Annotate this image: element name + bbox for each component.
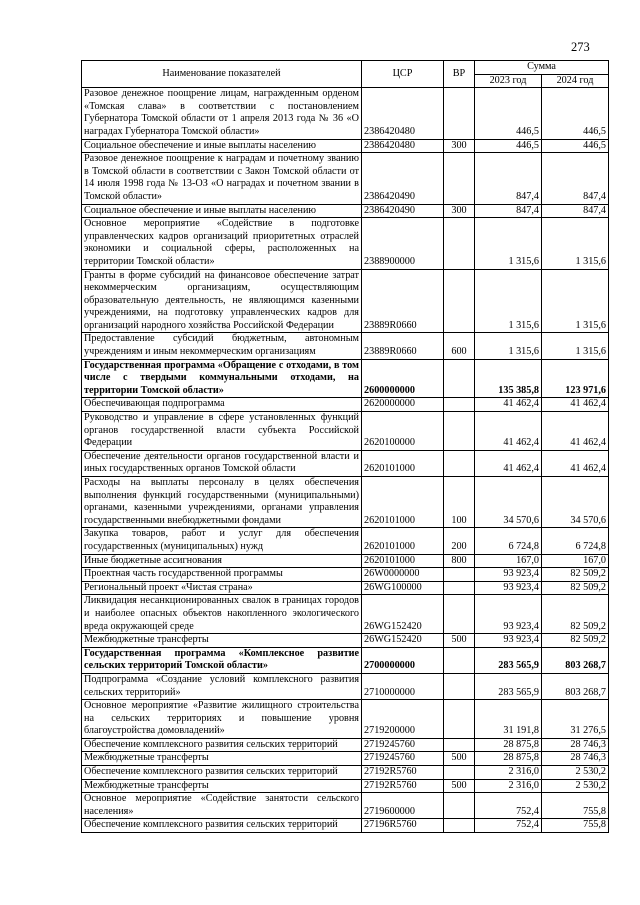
row-vr-code: 200 bbox=[444, 528, 475, 554]
header-csr: ЦСР bbox=[362, 61, 444, 88]
row-name: Проектная часть государственной программы bbox=[82, 568, 362, 582]
table-row bbox=[82, 647, 609, 673]
row-name: Расходы на выплаты персоналу в целях обеспечения выполнения функций государственными (муниципальными) органами, казенными учреждениями, органами управления государственными внебюджетными фондами bbox=[82, 477, 362, 528]
table-row bbox=[82, 634, 609, 648]
row-sum-2023: 446,5 bbox=[475, 88, 542, 139]
row-vr-code bbox=[444, 766, 475, 780]
row-sum-2024: 41 462,4 bbox=[542, 450, 609, 476]
row-name: Обеспечивающая подпрограмма bbox=[82, 398, 362, 412]
row-csr-code: 2719245760 bbox=[362, 738, 444, 752]
row-vr-code bbox=[444, 700, 475, 739]
header-name: Наименование показателей bbox=[82, 61, 362, 88]
row-sum-2023: 2 316,0 bbox=[475, 766, 542, 780]
row-sum-2023: 93 923,4 bbox=[475, 595, 542, 634]
header-vr: ВР bbox=[444, 61, 475, 88]
row-name: Предоставление субсидий бюджетным, автономным учреждениям и иным некоммерческим организациям bbox=[82, 333, 362, 359]
row-name: Социальное обеспечение и иные выплаты населению bbox=[82, 139, 362, 153]
row-vr-code bbox=[444, 153, 475, 204]
row-sum-2023: 34 570,6 bbox=[475, 477, 542, 528]
row-sum-2024: 41 462,4 bbox=[542, 398, 609, 412]
row-name: Основное мероприятие «Содействие в подготовке управленческих кадров организаций приоритетных отраслей экономики и социальной сферы, расположенных на территории Томской области» bbox=[82, 218, 362, 269]
row-name: Обеспечение комплексного развития сельских территорий bbox=[82, 819, 362, 833]
row-csr-code: 2719245760 bbox=[362, 752, 444, 766]
table-row bbox=[82, 779, 609, 793]
page-number: 273 bbox=[571, 40, 590, 54]
row-sum-2024: 803 268,7 bbox=[542, 647, 609, 673]
row-name: Государственная программа «Обращение с отходами, в том числе с твердыми коммунальными отходами, на территории Томской области» bbox=[82, 359, 362, 398]
row-vr-code bbox=[444, 398, 475, 412]
row-sum-2023: 752,4 bbox=[475, 793, 542, 819]
row-vr-code bbox=[444, 359, 475, 398]
row-sum-2024: 446,5 bbox=[542, 88, 609, 139]
header-year-2023: 2023 год bbox=[475, 74, 542, 88]
row-vr-code: 300 bbox=[444, 139, 475, 153]
row-vr-code: 800 bbox=[444, 554, 475, 568]
row-sum-2024: 41 462,4 bbox=[542, 412, 609, 451]
row-name: Основное мероприятие «Содействие занятости сельского населения» bbox=[82, 793, 362, 819]
row-sum-2024: 755,8 bbox=[542, 819, 609, 833]
table-row bbox=[82, 139, 609, 153]
table-row bbox=[82, 88, 609, 139]
row-sum-2023: 41 462,4 bbox=[475, 398, 542, 412]
row-sum-2024: 123 971,6 bbox=[542, 359, 609, 398]
row-sum-2023: 167,0 bbox=[475, 554, 542, 568]
row-name: Основное мероприятие «Развитие жилищного строительства на сельских территориях и повышение уровня благоустройства домовладений» bbox=[82, 700, 362, 739]
table-row bbox=[82, 673, 609, 699]
table-row bbox=[82, 700, 609, 739]
row-csr-code: 2388900000 bbox=[362, 218, 444, 269]
table-row bbox=[82, 554, 609, 568]
row-vr-code bbox=[444, 738, 475, 752]
row-sum-2024: 2 530,2 bbox=[542, 779, 609, 793]
row-vr-code bbox=[444, 269, 475, 333]
row-sum-2024: 82 509,2 bbox=[542, 568, 609, 582]
row-csr-code: 27192R5760 bbox=[362, 766, 444, 780]
row-sum-2023: 28 875,8 bbox=[475, 752, 542, 766]
row-csr-code: 27192R5760 bbox=[362, 779, 444, 793]
row-sum-2024: 1 315,6 bbox=[542, 218, 609, 269]
row-sum-2024: 755,8 bbox=[542, 793, 609, 819]
row-sum-2024: 847,4 bbox=[542, 204, 609, 218]
row-sum-2024: 803 268,7 bbox=[542, 673, 609, 699]
row-vr-code bbox=[444, 412, 475, 451]
row-vr-code bbox=[444, 218, 475, 269]
table-body bbox=[82, 88, 609, 833]
row-name: Обеспечение деятельности органов государственной власти и иных государственных органов Томской области bbox=[82, 450, 362, 476]
row-csr-code: 2620100000 bbox=[362, 412, 444, 451]
row-sum-2023: 135 385,8 bbox=[475, 359, 542, 398]
row-sum-2024: 31 276,5 bbox=[542, 700, 609, 739]
row-sum-2024: 1 315,6 bbox=[542, 333, 609, 359]
row-csr-code: 2620000000 bbox=[362, 398, 444, 412]
row-sum-2023: 752,4 bbox=[475, 819, 542, 833]
row-name: Разовое денежное поощрение к наградам и почетному званию в Томской области в соответствии с Закон Томской области от 14 июля 1998 года № 13-ОЗ «О наградах и почетном звании в Томской области» bbox=[82, 153, 362, 204]
row-vr-code bbox=[444, 581, 475, 595]
row-sum-2024: 847,4 bbox=[542, 153, 609, 204]
row-csr-code: 2620101000 bbox=[362, 477, 444, 528]
row-sum-2023: 1 315,6 bbox=[475, 333, 542, 359]
row-sum-2024: 82 509,2 bbox=[542, 634, 609, 648]
row-csr-code: 26WG100000 bbox=[362, 581, 444, 595]
row-name: Социальное обеспечение и иные выплаты населению bbox=[82, 204, 362, 218]
row-vr-code: 500 bbox=[444, 752, 475, 766]
table-row bbox=[82, 333, 609, 359]
table-row bbox=[82, 793, 609, 819]
table-row bbox=[82, 766, 609, 780]
table-row bbox=[82, 359, 609, 398]
row-vr-code bbox=[444, 568, 475, 582]
header-year-2024: 2024 год bbox=[542, 74, 609, 88]
row-name: Межбюджетные трансферты bbox=[82, 779, 362, 793]
table-row bbox=[82, 218, 609, 269]
table-row bbox=[82, 568, 609, 582]
row-sum-2023: 28 875,8 bbox=[475, 738, 542, 752]
row-sum-2024: 82 509,2 bbox=[542, 581, 609, 595]
table-row bbox=[82, 269, 609, 333]
row-vr-code bbox=[444, 88, 475, 139]
row-csr-code: 23889R0660 bbox=[362, 333, 444, 359]
row-vr-code: 500 bbox=[444, 634, 475, 648]
row-sum-2023: 6 724,8 bbox=[475, 528, 542, 554]
row-csr-code: 2386420480 bbox=[362, 88, 444, 139]
row-sum-2023: 31 191,8 bbox=[475, 700, 542, 739]
row-sum-2023: 1 315,6 bbox=[475, 218, 542, 269]
row-sum-2023: 283 565,9 bbox=[475, 647, 542, 673]
row-name: Государственная программа «Комплексное развитие сельских территорий Томской области» bbox=[82, 647, 362, 673]
row-vr-code bbox=[444, 819, 475, 833]
row-csr-code: 2386420490 bbox=[362, 153, 444, 204]
row-csr-code: 26W0000000 bbox=[362, 568, 444, 582]
table-row bbox=[82, 477, 609, 528]
row-sum-2023: 93 923,4 bbox=[475, 581, 542, 595]
table-row bbox=[82, 412, 609, 451]
table-row bbox=[82, 581, 609, 595]
row-vr-code bbox=[444, 450, 475, 476]
row-sum-2023: 1 315,6 bbox=[475, 269, 542, 333]
row-csr-code: 2719600000 bbox=[362, 793, 444, 819]
row-name: Межбюджетные трансферты bbox=[82, 634, 362, 648]
row-csr-code: 2710000000 bbox=[362, 673, 444, 699]
row-name: Обеспечение комплексного развития сельских территорий bbox=[82, 738, 362, 752]
row-csr-code: 2620101000 bbox=[362, 450, 444, 476]
row-csr-code: 2620101000 bbox=[362, 528, 444, 554]
row-name: Обеспечение комплексного развития сельских территорий bbox=[82, 766, 362, 780]
row-csr-code: 23889R0660 bbox=[362, 269, 444, 333]
table-row bbox=[82, 528, 609, 554]
table-row bbox=[82, 752, 609, 766]
row-csr-code: 27196R5760 bbox=[362, 819, 444, 833]
row-sum-2023: 847,4 bbox=[475, 153, 542, 204]
table-row bbox=[82, 450, 609, 476]
row-sum-2024: 446,5 bbox=[542, 139, 609, 153]
row-vr-code: 300 bbox=[444, 204, 475, 218]
row-sum-2023: 93 923,4 bbox=[475, 568, 542, 582]
row-csr-code: 2600000000 bbox=[362, 359, 444, 398]
row-sum-2024: 6 724,8 bbox=[542, 528, 609, 554]
row-name: Руководство и управление в сфере установленных функций органов государственной власти субъекта Российской Федерации bbox=[82, 412, 362, 451]
row-vr-code: 100 bbox=[444, 477, 475, 528]
row-name: Региональный проект «Чистая страна» bbox=[82, 581, 362, 595]
table-row bbox=[82, 204, 609, 218]
row-name: Разовое денежное поощрение лицам, награжденным орденом «Томская слава» в соответствии с постановлением Губернатора Томской области от 1 апреля 2013 года № 36 «О наградах Губернатора Томской области» bbox=[82, 88, 362, 139]
row-sum-2024: 34 570,6 bbox=[542, 477, 609, 528]
header-sum: Сумма bbox=[475, 61, 609, 75]
row-name: Гранты в форме субсидий на финансовое обеспечение затрат некоммерческим организациям, осуществляющим образовательную деятельность, не являющимся казенными учреждениями, на подготовку управленческих кадров для организаций народного хозяйства Российской Федерации bbox=[82, 269, 362, 333]
row-name: Иные бюджетные ассигнования bbox=[82, 554, 362, 568]
table-row bbox=[82, 153, 609, 204]
budget-table bbox=[81, 60, 609, 833]
row-vr-code bbox=[444, 647, 475, 673]
table-header bbox=[82, 61, 609, 88]
row-sum-2024: 82 509,2 bbox=[542, 595, 609, 634]
row-name: Подпрограмма «Создание условий комплексного развития сельских территорий» bbox=[82, 673, 362, 699]
row-vr-code: 600 bbox=[444, 333, 475, 359]
table-row bbox=[82, 819, 609, 833]
row-name: Закупка товаров, работ и услуг для обеспечения государственных (муниципальных) нужд bbox=[82, 528, 362, 554]
row-csr-code: 2719200000 bbox=[362, 700, 444, 739]
row-name: Ликвидация несанкционированных свалок в границах городов и наиболее опасных объектов накопленного экологического вреда окружающей среде bbox=[82, 595, 362, 634]
row-vr-code bbox=[444, 793, 475, 819]
row-vr-code bbox=[444, 595, 475, 634]
row-sum-2023: 93 923,4 bbox=[475, 634, 542, 648]
row-csr-code: 2386420480 bbox=[362, 139, 444, 153]
table-row bbox=[82, 738, 609, 752]
row-sum-2024: 28 746,3 bbox=[542, 752, 609, 766]
row-csr-code: 2620101000 bbox=[362, 554, 444, 568]
row-vr-code: 500 bbox=[444, 779, 475, 793]
row-sum-2023: 283 565,9 bbox=[475, 673, 542, 699]
row-sum-2023: 847,4 bbox=[475, 204, 542, 218]
row-csr-code: 2700000000 bbox=[362, 647, 444, 673]
row-csr-code: 2386420490 bbox=[362, 204, 444, 218]
row-csr-code: 26WG152420 bbox=[362, 634, 444, 648]
row-sum-2024: 28 746,3 bbox=[542, 738, 609, 752]
row-sum-2024: 2 530,2 bbox=[542, 766, 609, 780]
row-sum-2024: 167,0 bbox=[542, 554, 609, 568]
table-row bbox=[82, 398, 609, 412]
row-sum-2023: 41 462,4 bbox=[475, 450, 542, 476]
row-sum-2024: 1 315,6 bbox=[542, 269, 609, 333]
row-vr-code bbox=[444, 673, 475, 699]
row-sum-2023: 2 316,0 bbox=[475, 779, 542, 793]
table-row bbox=[82, 595, 609, 634]
row-name: Межбюджетные трансферты bbox=[82, 752, 362, 766]
row-csr-code: 26WG152420 bbox=[362, 595, 444, 634]
row-sum-2023: 41 462,4 bbox=[475, 412, 542, 451]
row-sum-2023: 446,5 bbox=[475, 139, 542, 153]
